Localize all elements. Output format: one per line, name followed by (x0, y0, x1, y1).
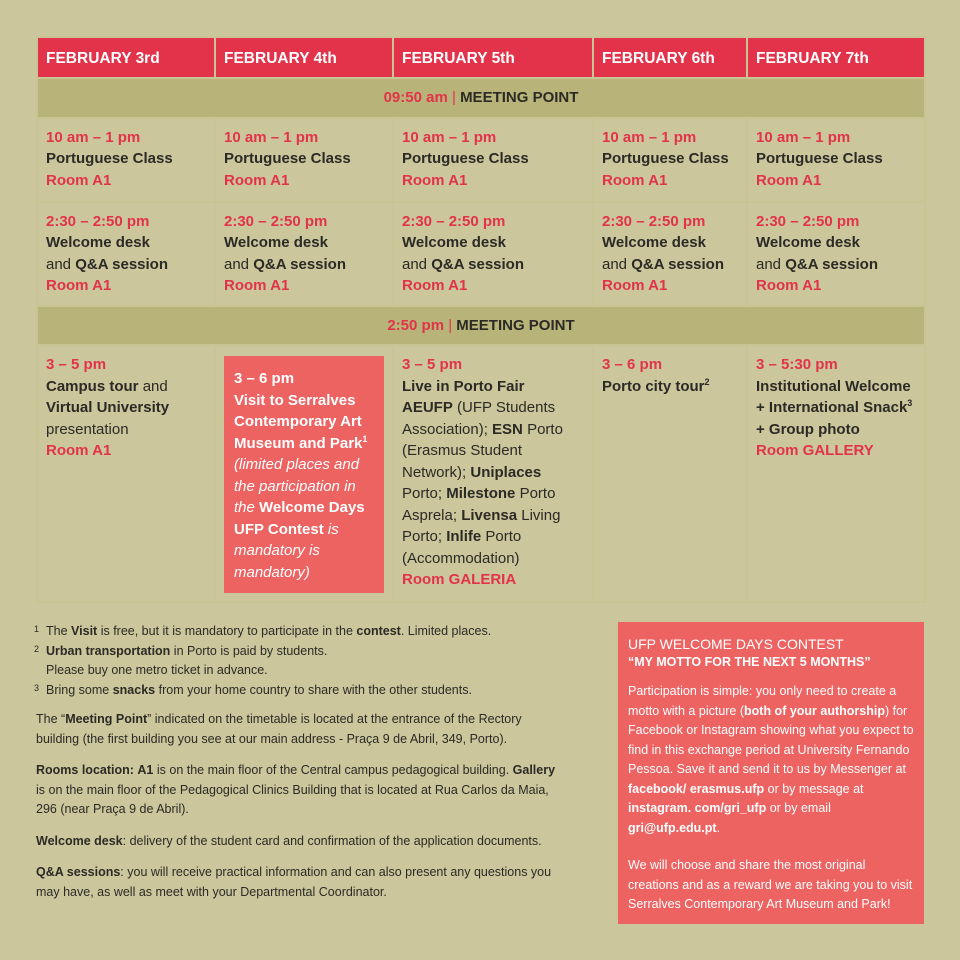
contest-subtitle: “MY MOTTO FOR THE NEXT 5 MONTHS” (628, 655, 871, 669)
and-text: and (756, 255, 782, 273)
snack-label: + International Snack (756, 399, 908, 416)
milestone-desc: Porto Asprela; (402, 485, 556, 524)
day-header: FEBRUARY 7th (747, 37, 925, 78)
and-text: and (602, 255, 628, 273)
fair-participants (402, 399, 563, 567)
event-title: Portuguese Class (756, 150, 883, 167)
qa-label: Q&A session (75, 255, 169, 273)
meeting-row-afternoon (37, 306, 925, 346)
event-title: Portuguese Class (602, 150, 729, 167)
footnote-text: Bring some (46, 682, 110, 697)
contest-name: Welcome Days UFP Contest (234, 499, 365, 538)
class-cell (393, 118, 593, 202)
event-title: Portuguese Class (224, 150, 351, 167)
fair-title: Live in Porto Fair (402, 377, 525, 395)
campus-tour-label: Campus tour (46, 377, 139, 395)
event-time: 3 – 6 pm (234, 370, 295, 387)
event-room: Room A1 (46, 277, 112, 294)
and-text: and (224, 255, 250, 273)
serralves-highlight-box (224, 356, 384, 593)
group-photo-label: + Group photo (756, 420, 860, 438)
meeting-point-banner (37, 78, 925, 118)
event-time: 3 – 5 pm (402, 356, 463, 373)
contest-reward: We will choose and share the most original creations and as a reward we are taking you to visit Serralves Contemporary Art Museum and Park! (628, 858, 913, 911)
livensa-desc: Living Porto; (402, 506, 561, 545)
footnote-text: is free, but it is mandatory to participate in the (100, 624, 353, 638)
meeting-separator: | (448, 316, 453, 334)
class-cell (215, 118, 393, 202)
welcome-cell (593, 202, 747, 306)
qa-label: Q&A session (253, 255, 347, 273)
meeting-row-morning (37, 78, 925, 118)
welcome-cell (747, 202, 925, 306)
event-title: Portuguese Class (46, 150, 173, 167)
welcome-cell (37, 202, 215, 306)
footnote-ref: 3 (907, 398, 913, 408)
footnote-mark: 2 (34, 643, 40, 654)
footnote-3 (36, 681, 566, 701)
footnote-text: from your home country to share with the other students. (158, 682, 472, 697)
milestone-label: Milestone (446, 485, 516, 502)
meeting-point-banner (37, 306, 925, 346)
footnote-bold: snacks (112, 682, 156, 697)
day-header: FEBRUARY 6th (593, 37, 747, 78)
limited-places-note: (limited places and the participation in the (234, 456, 360, 516)
qa-label: Q&A session (431, 255, 525, 273)
event-time: 3 – 5 pm (46, 356, 107, 373)
footnote-ref: 2 (704, 376, 710, 387)
day-header: FEBRUARY 4th (215, 37, 393, 78)
contest-box (618, 622, 924, 924)
and-text: and (402, 255, 428, 273)
event-room: Room A1 (756, 171, 822, 189)
inlife-desc: Porto (Accommodation) (402, 528, 522, 567)
footnote-text: The (46, 624, 68, 638)
porto-fair-cell (393, 345, 593, 602)
presentation-label: presentation (46, 420, 129, 438)
aefup-label: AEUFP (402, 399, 453, 416)
day-header: FEBRUARY 5th (393, 37, 593, 78)
class-cell (747, 118, 925, 202)
event-room: Room A1 (46, 171, 112, 189)
and-text: and (142, 377, 168, 395)
and-text: and (46, 255, 72, 273)
event-time: 2:30 – 2:50 pm (756, 212, 860, 230)
serralves-cell (215, 345, 393, 602)
event-title: Welcome desk (756, 234, 860, 251)
mandatory-note: is mandatory (234, 520, 339, 559)
event-room: Room GALLERY (756, 442, 874, 459)
event-room: Room A1 (402, 277, 468, 294)
esn-desc: Porto (Erasmus Student Network); (402, 420, 563, 481)
event-room: Room A1 (756, 277, 822, 294)
footnote-ref: 1 (362, 433, 368, 444)
class-cell (593, 118, 747, 202)
contest-instructions: Participation is simple: you only need to create a motto with a picture (both of your authorship) for Facebook or Instagram showing what you expect to find in this exchange period at University Fernando Pessoa. Save it and send it to us by Messenger at facebook/ erasmus.ufp or by message at instagram. com/gri_ufp or by email gri@ufp.edu.pt. (628, 684, 914, 835)
city-tour-label: Porto city tour (602, 377, 705, 395)
meeting-time: 09:50 am (383, 89, 448, 106)
event-time: 10 am – 1 pm (602, 128, 697, 146)
email-link[interactable]: gri@ufp.edu.pt (628, 820, 717, 835)
footnote-bold: Visit (71, 624, 98, 638)
contest-title: UFP WELCOME DAYS CONTEST (628, 636, 844, 652)
event-time: 10 am – 1 pm (224, 128, 319, 146)
day-header-row (37, 37, 925, 78)
footnote-bold: Urban transportation (46, 643, 171, 658)
footnote-text: in Porto is paid by students. (173, 643, 328, 658)
rooms-location-note: Rooms location: A1 is on the main floor of the Central campus pedagogical building. Gallery is on the main floor of the Pedagogical Clinics Building that is located at Rua Carlos da Maia, 296 (near Praça 9 de Abril). (36, 763, 556, 816)
livensa-label: Livensa (461, 506, 518, 524)
event-room: Room A1 (224, 277, 290, 294)
welcome-desk-note: Welcome desk: delivery of the student card and confirmation of the application documents. (36, 833, 542, 848)
instagram-link[interactable]: instagram. com/gri_ufp (628, 801, 767, 815)
afternoon-row (37, 345, 925, 602)
meeting-label: MEETING POINT (456, 316, 575, 334)
inlife-label: Inlife (446, 528, 482, 545)
institutional-welcome-label: Institutional Welcome (756, 377, 911, 395)
event-title: Welcome desk (602, 234, 706, 251)
event-time: 10 am – 1 pm (46, 128, 141, 146)
footnote-1 (36, 622, 566, 642)
uniplaces-label: Uniplaces (470, 463, 542, 481)
class-cell (37, 118, 215, 202)
day-header: FEBRUARY 3rd (37, 37, 215, 78)
institutional-welcome-cell (747, 345, 925, 602)
facebook-link[interactable]: facebook/ erasmus.ufp (628, 781, 765, 796)
meeting-time: 2:50 pm (387, 316, 445, 334)
event-room: Room A1 (402, 171, 468, 189)
event-title: Welcome desk (46, 234, 150, 251)
event-title: Portuguese Class (402, 150, 529, 167)
event-title: Welcome desk (402, 234, 506, 251)
welcome-cell (393, 202, 593, 306)
event-time: 3 – 5:30 pm (756, 356, 838, 373)
meeting-point-note: The “Meeting Point” indicated on the timetable is located at the entrance of the Rectory building (the first building you see at our main address - Praça 9 de Abril, 349, Porto). (36, 712, 522, 746)
event-time: 2:30 – 2:50 pm (402, 212, 506, 230)
schedule-table (36, 36, 926, 603)
footnote-mark: 1 (34, 624, 40, 634)
footnote-mark: 3 (34, 682, 40, 693)
footnote-2 (36, 642, 566, 681)
footnote-bold: contest (356, 624, 401, 638)
qa-sessions-note: Q&A sessions: you will receive practical information and can also present any questions you may have, as well as meet with your Departmental Coordinator. (36, 865, 552, 899)
footnote-text: Please buy one metro ticket in advance. (46, 663, 268, 677)
aefup-desc: (UFP Students Association); (402, 399, 556, 438)
event-time: 2:30 – 2:50 pm (46, 212, 150, 230)
uniplaces-desc: Porto; (402, 485, 443, 502)
footnote-text: . Limited places. (400, 624, 492, 638)
event-time: 10 am – 1 pm (756, 128, 851, 146)
virtual-university-label: Virtual University (46, 399, 170, 416)
event-time: 3 – 6 pm (602, 356, 663, 373)
campus-tour-cell (37, 345, 215, 602)
qa-label: Q&A session (631, 255, 725, 273)
welcome-row (37, 202, 925, 306)
event-room: Room A1 (602, 277, 668, 294)
welcome-cell (215, 202, 393, 306)
event-room: Room A1 (602, 171, 668, 189)
qa-label: Q&A session (785, 255, 879, 273)
meeting-label: MEETING POINT (460, 89, 579, 106)
serralves-title: Visit to Serralves Contemporary Art Museum and Park (234, 391, 363, 452)
event-room: Room A1 (224, 171, 290, 189)
event-room: Room A1 (46, 442, 112, 459)
meeting-separator: | (451, 89, 456, 106)
city-tour-cell (593, 345, 747, 602)
event-room: Room GALERIA (402, 571, 517, 588)
class-row (37, 118, 925, 202)
event-title: Welcome desk (224, 234, 328, 251)
esn-label: ESN (492, 420, 523, 438)
event-time: 2:30 – 2:50 pm (602, 212, 706, 230)
event-time: 2:30 – 2:50 pm (224, 212, 328, 230)
notes-section (36, 622, 566, 902)
event-time: 10 am – 1 pm (402, 128, 497, 146)
mandatory-note-end: is mandatory) (234, 542, 320, 581)
